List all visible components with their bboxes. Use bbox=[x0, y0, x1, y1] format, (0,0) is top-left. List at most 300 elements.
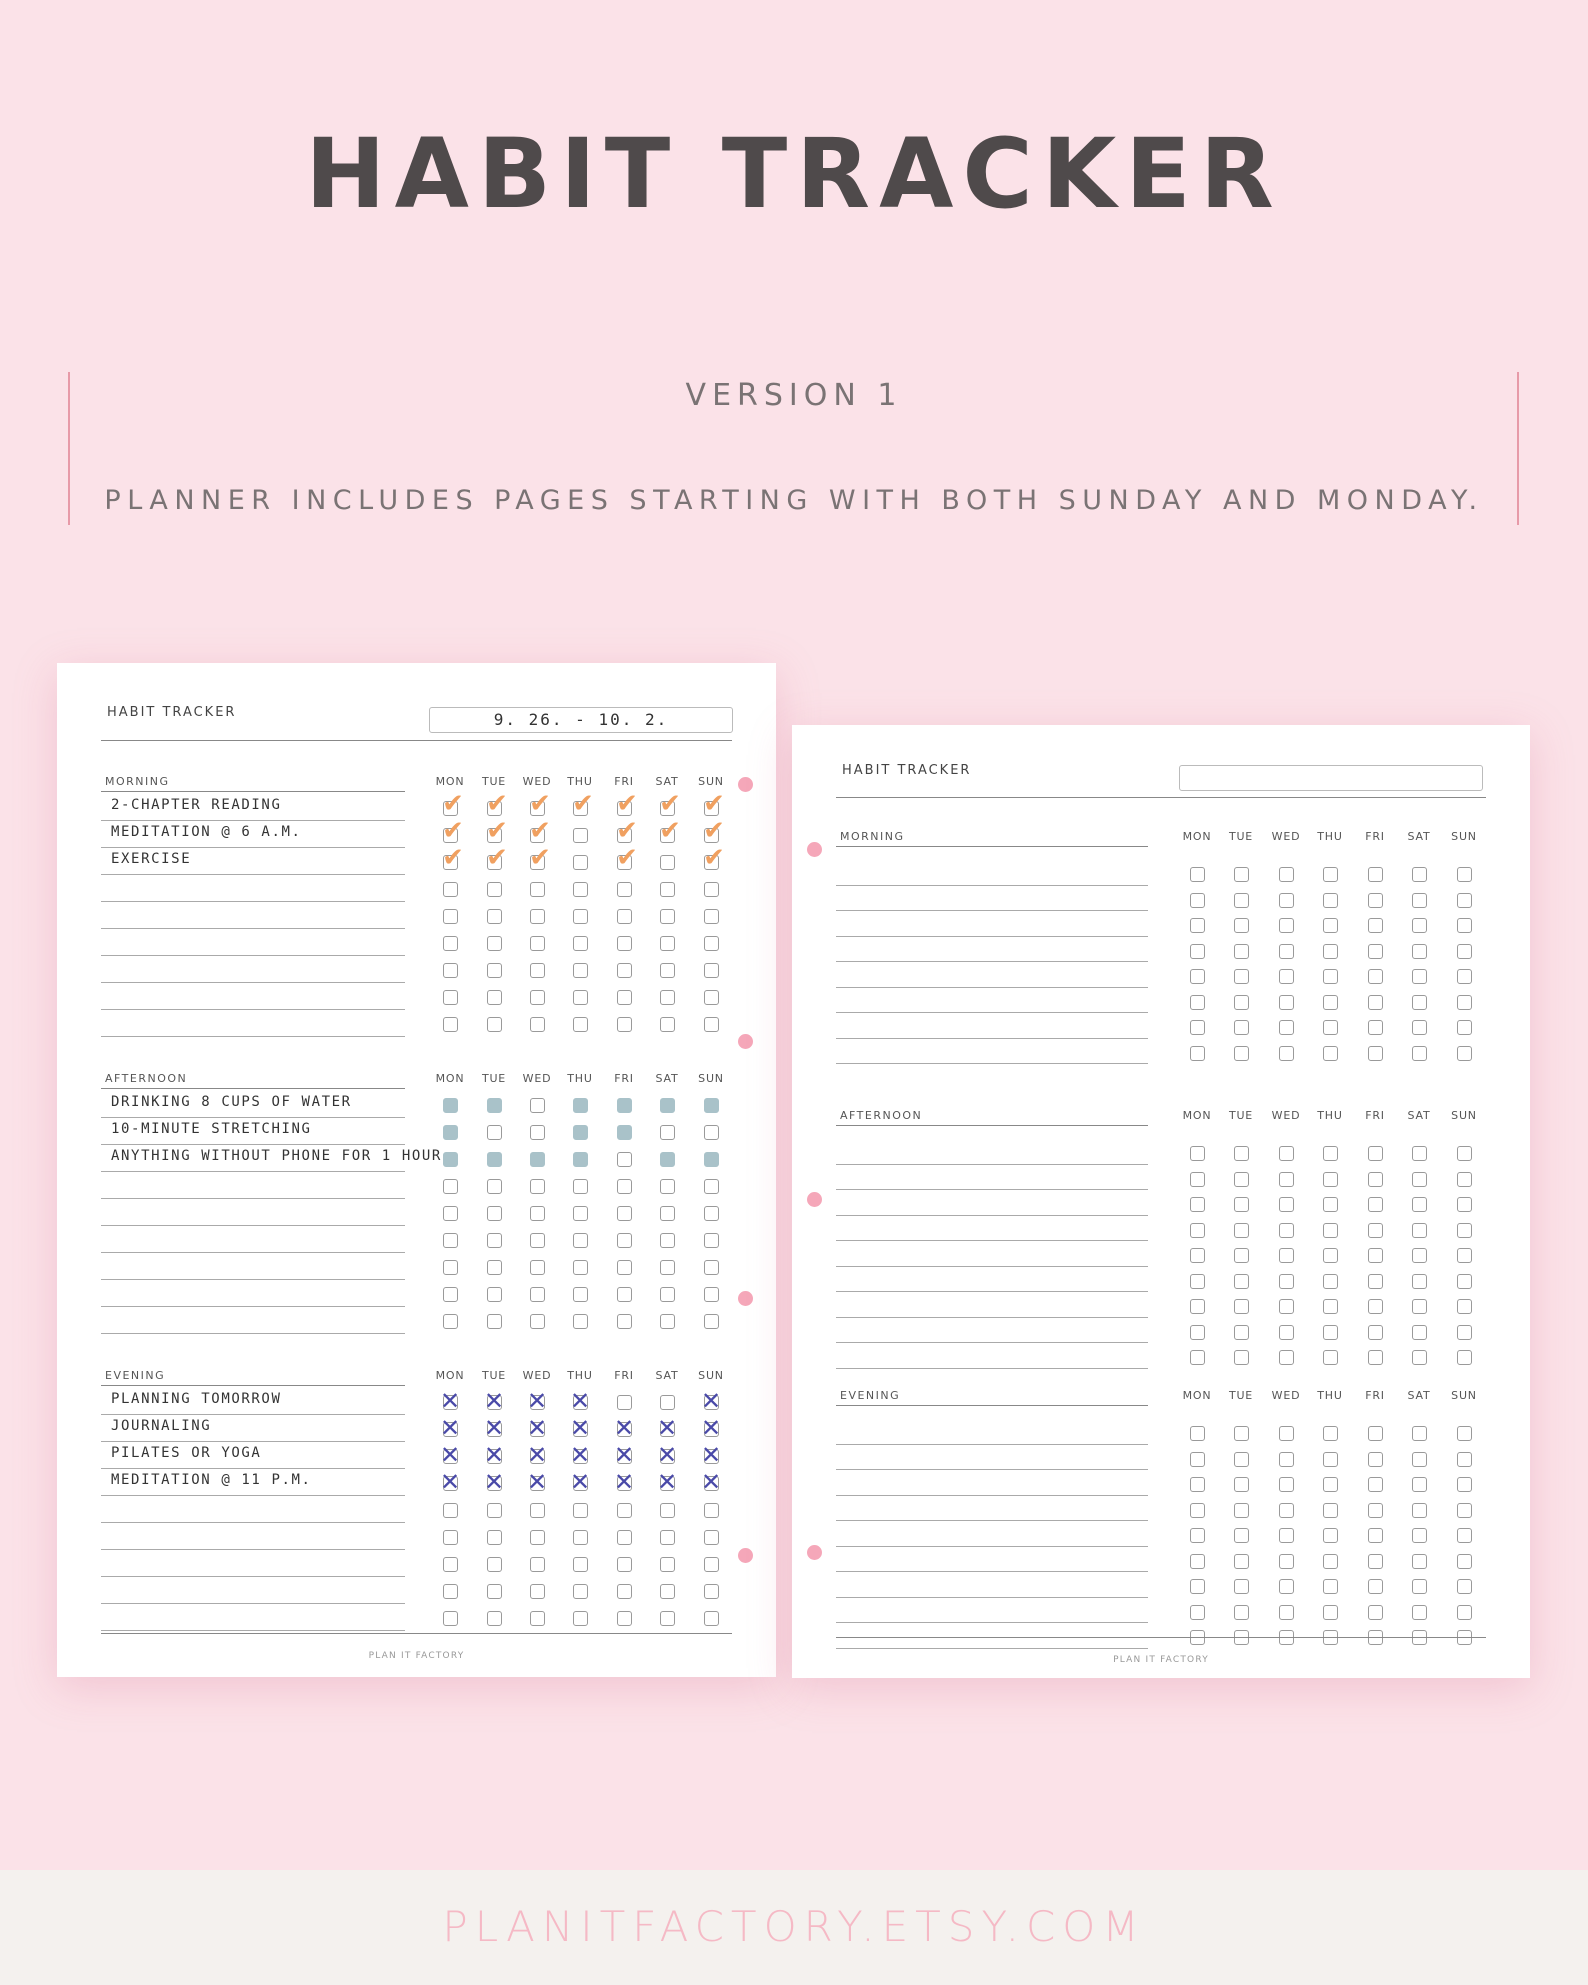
habit-checkbox[interactable] bbox=[443, 1179, 458, 1194]
habit-checkbox[interactable] bbox=[530, 909, 545, 924]
habit-checkbox[interactable] bbox=[704, 1017, 719, 1032]
habit-checkbox[interactable] bbox=[660, 1611, 675, 1626]
habit-checkbox[interactable] bbox=[1368, 1197, 1383, 1212]
habit-checkbox[interactable] bbox=[617, 828, 632, 843]
habit-checkbox[interactable] bbox=[617, 1314, 632, 1329]
habit-checkbox[interactable] bbox=[617, 1179, 632, 1194]
habit-checkbox[interactable] bbox=[704, 1125, 719, 1140]
habit-checkbox[interactable] bbox=[617, 1287, 632, 1302]
habit-checkbox[interactable] bbox=[617, 1557, 632, 1572]
habit-checkbox[interactable] bbox=[443, 828, 458, 843]
habit-checkbox[interactable] bbox=[443, 1260, 458, 1275]
habit-checkbox[interactable] bbox=[1279, 1452, 1294, 1467]
habit-checkbox[interactable] bbox=[1412, 1020, 1427, 1035]
habit-checkbox[interactable] bbox=[487, 882, 502, 897]
habit-checkbox[interactable] bbox=[617, 1125, 632, 1140]
habit-checkbox[interactable] bbox=[1234, 1299, 1249, 1314]
habit-checkbox[interactable] bbox=[1457, 944, 1472, 959]
habit-checkbox[interactable] bbox=[443, 1125, 458, 1140]
habit-checkbox[interactable] bbox=[530, 1260, 545, 1275]
habit-checkbox[interactable] bbox=[1412, 1146, 1427, 1161]
habit-checkbox[interactable] bbox=[1279, 893, 1294, 908]
habit-checkbox[interactable] bbox=[1234, 1223, 1249, 1238]
habit-checkbox[interactable] bbox=[487, 1287, 502, 1302]
habit-checkbox[interactable] bbox=[1323, 1579, 1338, 1594]
habit-checkbox[interactable] bbox=[704, 1584, 719, 1599]
habit-checkbox[interactable] bbox=[1234, 918, 1249, 933]
habit-checkbox[interactable] bbox=[1279, 1528, 1294, 1543]
habit-checkbox[interactable] bbox=[1279, 995, 1294, 1010]
habit-checkbox[interactable] bbox=[1457, 1579, 1472, 1594]
habit-checkbox[interactable] bbox=[573, 882, 588, 897]
habit-checkbox[interactable] bbox=[1190, 1477, 1205, 1492]
habit-checkbox[interactable] bbox=[1323, 1020, 1338, 1035]
habit-checkbox[interactable] bbox=[1457, 1299, 1472, 1314]
habit-checkbox[interactable] bbox=[573, 990, 588, 1005]
habit-checkbox[interactable] bbox=[573, 936, 588, 951]
habit-checkbox[interactable] bbox=[1412, 1223, 1427, 1238]
habit-checkbox[interactable] bbox=[1368, 893, 1383, 908]
habit-checkbox[interactable] bbox=[1412, 969, 1427, 984]
habit-checkbox[interactable] bbox=[1368, 867, 1383, 882]
habit-checkbox[interactable] bbox=[487, 1206, 502, 1221]
habit-checkbox[interactable] bbox=[1323, 893, 1338, 908]
habit-checkbox[interactable] bbox=[443, 990, 458, 1005]
habit-checkbox[interactable] bbox=[1412, 1528, 1427, 1543]
habit-checkbox[interactable] bbox=[1457, 1528, 1472, 1543]
habit-checkbox[interactable] bbox=[704, 1449, 719, 1464]
habit-checkbox[interactable] bbox=[487, 1017, 502, 1032]
habit-checkbox[interactable] bbox=[1412, 867, 1427, 882]
habit-checkbox[interactable] bbox=[443, 801, 458, 816]
habit-checkbox[interactable] bbox=[704, 990, 719, 1005]
habit-checkbox[interactable] bbox=[660, 882, 675, 897]
habit-checkbox[interactable] bbox=[573, 1476, 588, 1491]
habit-checkbox[interactable] bbox=[617, 1098, 632, 1113]
habit-checkbox[interactable] bbox=[1457, 995, 1472, 1010]
habit-checkbox[interactable] bbox=[487, 1530, 502, 1545]
habit-checkbox[interactable] bbox=[1190, 969, 1205, 984]
habit-checkbox[interactable] bbox=[573, 1395, 588, 1410]
habit-checkbox[interactable] bbox=[1279, 1020, 1294, 1035]
habit-checkbox[interactable] bbox=[573, 909, 588, 924]
habit-checkbox[interactable] bbox=[443, 936, 458, 951]
habit-checkbox[interactable] bbox=[1368, 1299, 1383, 1314]
habit-checkbox[interactable] bbox=[1457, 1426, 1472, 1441]
habit-checkbox[interactable] bbox=[530, 882, 545, 897]
habit-checkbox[interactable] bbox=[443, 1611, 458, 1626]
habit-checkbox[interactable] bbox=[1323, 1299, 1338, 1314]
habit-checkbox[interactable] bbox=[660, 936, 675, 951]
habit-checkbox[interactable] bbox=[1190, 1605, 1205, 1620]
habit-checkbox[interactable] bbox=[1190, 1299, 1205, 1314]
habit-checkbox[interactable] bbox=[660, 1206, 675, 1221]
habit-checkbox[interactable] bbox=[1457, 1046, 1472, 1061]
habit-checkbox[interactable] bbox=[1190, 893, 1205, 908]
habit-checkbox[interactable] bbox=[660, 855, 675, 870]
habit-checkbox[interactable] bbox=[487, 801, 502, 816]
habit-checkbox[interactable] bbox=[704, 882, 719, 897]
habit-checkbox[interactable] bbox=[487, 909, 502, 924]
habit-checkbox[interactable] bbox=[573, 1503, 588, 1518]
habit-checkbox[interactable] bbox=[530, 1206, 545, 1221]
habit-checkbox[interactable] bbox=[443, 882, 458, 897]
habit-checkbox[interactable] bbox=[1457, 893, 1472, 908]
habit-checkbox[interactable] bbox=[1234, 1046, 1249, 1061]
habit-checkbox[interactable] bbox=[1412, 1605, 1427, 1620]
habit-checkbox[interactable] bbox=[660, 1233, 675, 1248]
habit-checkbox[interactable] bbox=[704, 1179, 719, 1194]
habit-checkbox[interactable] bbox=[530, 936, 545, 951]
habit-checkbox[interactable] bbox=[530, 1152, 545, 1167]
habit-checkbox[interactable] bbox=[1368, 1452, 1383, 1467]
habit-checkbox[interactable] bbox=[1279, 1554, 1294, 1569]
habit-checkbox[interactable] bbox=[1323, 1605, 1338, 1620]
habit-checkbox[interactable] bbox=[443, 1503, 458, 1518]
habit-checkbox[interactable] bbox=[1190, 1274, 1205, 1289]
habit-checkbox[interactable] bbox=[617, 1152, 632, 1167]
habit-checkbox[interactable] bbox=[617, 1611, 632, 1626]
habit-checkbox[interactable] bbox=[1323, 1197, 1338, 1212]
habit-checkbox[interactable] bbox=[573, 1530, 588, 1545]
habit-checkbox[interactable] bbox=[530, 1287, 545, 1302]
habit-checkbox[interactable] bbox=[617, 1233, 632, 1248]
habit-checkbox[interactable] bbox=[1190, 1350, 1205, 1365]
habit-checkbox[interactable] bbox=[1457, 1274, 1472, 1289]
habit-checkbox[interactable] bbox=[1190, 867, 1205, 882]
habit-checkbox[interactable] bbox=[1190, 1223, 1205, 1238]
habit-checkbox[interactable] bbox=[1234, 1197, 1249, 1212]
habit-checkbox[interactable] bbox=[530, 1179, 545, 1194]
habit-checkbox[interactable] bbox=[1279, 1350, 1294, 1365]
habit-checkbox[interactable] bbox=[1368, 969, 1383, 984]
habit-checkbox[interactable] bbox=[1412, 918, 1427, 933]
habit-checkbox[interactable] bbox=[617, 1422, 632, 1437]
habit-checkbox[interactable] bbox=[1412, 1503, 1427, 1518]
habit-checkbox[interactable] bbox=[1412, 1477, 1427, 1492]
habit-checkbox[interactable] bbox=[443, 1476, 458, 1491]
habit-checkbox[interactable] bbox=[704, 1206, 719, 1221]
habit-checkbox[interactable] bbox=[1368, 1248, 1383, 1263]
date-range-field[interactable] bbox=[1179, 765, 1483, 791]
habit-checkbox[interactable] bbox=[487, 1152, 502, 1167]
habit-checkbox[interactable] bbox=[573, 1017, 588, 1032]
habit-checkbox[interactable] bbox=[487, 1233, 502, 1248]
habit-checkbox[interactable] bbox=[1457, 918, 1472, 933]
habit-checkbox[interactable] bbox=[660, 1503, 675, 1518]
habit-checkbox[interactable] bbox=[530, 1314, 545, 1329]
shop-url-link[interactable]: PLANITFACTORY.ETSY.COM bbox=[442, 1902, 1146, 1951]
habit-checkbox[interactable] bbox=[1368, 1503, 1383, 1518]
habit-checkbox[interactable] bbox=[660, 1476, 675, 1491]
habit-checkbox[interactable] bbox=[660, 990, 675, 1005]
habit-checkbox[interactable] bbox=[1234, 1248, 1249, 1263]
habit-checkbox[interactable] bbox=[1368, 1605, 1383, 1620]
habit-checkbox[interactable] bbox=[487, 1098, 502, 1113]
habit-checkbox[interactable] bbox=[1368, 1477, 1383, 1492]
habit-checkbox[interactable] bbox=[1234, 944, 1249, 959]
habit-checkbox[interactable] bbox=[704, 801, 719, 816]
habit-checkbox[interactable] bbox=[704, 1098, 719, 1113]
habit-checkbox[interactable] bbox=[530, 1611, 545, 1626]
habit-checkbox[interactable] bbox=[1457, 1197, 1472, 1212]
habit-checkbox[interactable] bbox=[530, 855, 545, 870]
habit-checkbox[interactable] bbox=[617, 1260, 632, 1275]
habit-checkbox[interactable] bbox=[1190, 995, 1205, 1010]
habit-checkbox[interactable] bbox=[1279, 918, 1294, 933]
habit-checkbox[interactable] bbox=[617, 1206, 632, 1221]
habit-checkbox[interactable] bbox=[487, 1179, 502, 1194]
habit-checkbox[interactable] bbox=[573, 801, 588, 816]
habit-checkbox[interactable] bbox=[1412, 1579, 1427, 1594]
habit-checkbox[interactable] bbox=[1323, 1452, 1338, 1467]
habit-checkbox[interactable] bbox=[443, 1017, 458, 1032]
habit-checkbox[interactable] bbox=[1368, 1223, 1383, 1238]
habit-checkbox[interactable] bbox=[1412, 1248, 1427, 1263]
habit-checkbox[interactable] bbox=[530, 1557, 545, 1572]
habit-checkbox[interactable] bbox=[1412, 995, 1427, 1010]
habit-checkbox[interactable] bbox=[573, 828, 588, 843]
habit-checkbox[interactable] bbox=[487, 1449, 502, 1464]
habit-checkbox[interactable] bbox=[1457, 1325, 1472, 1340]
habit-checkbox[interactable] bbox=[1412, 1452, 1427, 1467]
habit-checkbox[interactable] bbox=[1368, 1528, 1383, 1543]
habit-checkbox[interactable] bbox=[443, 1395, 458, 1410]
habit-checkbox[interactable] bbox=[617, 909, 632, 924]
habit-checkbox[interactable] bbox=[1234, 1172, 1249, 1187]
habit-checkbox[interactable] bbox=[573, 1098, 588, 1113]
habit-checkbox[interactable] bbox=[573, 963, 588, 978]
habit-checkbox[interactable] bbox=[487, 1314, 502, 1329]
habit-checkbox[interactable] bbox=[617, 1503, 632, 1518]
habit-checkbox[interactable] bbox=[1190, 1197, 1205, 1212]
habit-checkbox[interactable] bbox=[1368, 1274, 1383, 1289]
habit-checkbox[interactable] bbox=[487, 990, 502, 1005]
habit-checkbox[interactable] bbox=[1279, 1248, 1294, 1263]
habit-checkbox[interactable] bbox=[1279, 1325, 1294, 1340]
habit-checkbox[interactable] bbox=[617, 990, 632, 1005]
habit-checkbox[interactable] bbox=[1279, 1197, 1294, 1212]
habit-checkbox[interactable] bbox=[1368, 1579, 1383, 1594]
habit-checkbox[interactable] bbox=[1190, 1503, 1205, 1518]
habit-checkbox[interactable] bbox=[573, 1260, 588, 1275]
habit-checkbox[interactable] bbox=[704, 909, 719, 924]
habit-checkbox[interactable] bbox=[443, 1530, 458, 1545]
habit-checkbox[interactable] bbox=[573, 1125, 588, 1140]
habit-checkbox[interactable] bbox=[1412, 1299, 1427, 1314]
habit-checkbox[interactable] bbox=[1234, 1528, 1249, 1543]
habit-checkbox[interactable] bbox=[660, 1125, 675, 1140]
habit-checkbox[interactable] bbox=[1279, 1477, 1294, 1492]
habit-checkbox[interactable] bbox=[1234, 1350, 1249, 1365]
habit-checkbox[interactable] bbox=[660, 1017, 675, 1032]
habit-checkbox[interactable] bbox=[1190, 1528, 1205, 1543]
habit-checkbox[interactable] bbox=[573, 1611, 588, 1626]
habit-checkbox[interactable] bbox=[704, 1152, 719, 1167]
habit-checkbox[interactable] bbox=[704, 963, 719, 978]
habit-checkbox[interactable] bbox=[1323, 1146, 1338, 1161]
habit-checkbox[interactable] bbox=[617, 1530, 632, 1545]
habit-checkbox[interactable] bbox=[1412, 1554, 1427, 1569]
habit-checkbox[interactable] bbox=[1368, 1554, 1383, 1569]
habit-checkbox[interactable] bbox=[1457, 1020, 1472, 1035]
habit-checkbox[interactable] bbox=[573, 1449, 588, 1464]
habit-checkbox[interactable] bbox=[1368, 995, 1383, 1010]
habit-checkbox[interactable] bbox=[1368, 1426, 1383, 1441]
habit-checkbox[interactable] bbox=[617, 1395, 632, 1410]
habit-checkbox[interactable] bbox=[1279, 1146, 1294, 1161]
habit-checkbox[interactable] bbox=[1190, 1426, 1205, 1441]
habit-checkbox[interactable] bbox=[1190, 1046, 1205, 1061]
habit-checkbox[interactable] bbox=[487, 1125, 502, 1140]
habit-checkbox[interactable] bbox=[1323, 1172, 1338, 1187]
habit-checkbox[interactable] bbox=[660, 1449, 675, 1464]
habit-checkbox[interactable] bbox=[1412, 893, 1427, 908]
habit-checkbox[interactable] bbox=[1279, 1605, 1294, 1620]
habit-checkbox[interactable] bbox=[487, 855, 502, 870]
habit-checkbox[interactable] bbox=[660, 1314, 675, 1329]
habit-checkbox[interactable] bbox=[1234, 1503, 1249, 1518]
habit-checkbox[interactable] bbox=[617, 1449, 632, 1464]
habit-checkbox[interactable] bbox=[1368, 1046, 1383, 1061]
habit-checkbox[interactable] bbox=[443, 1557, 458, 1572]
habit-checkbox[interactable] bbox=[617, 936, 632, 951]
habit-checkbox[interactable] bbox=[617, 882, 632, 897]
habit-checkbox[interactable] bbox=[1190, 944, 1205, 959]
habit-checkbox[interactable] bbox=[1368, 918, 1383, 933]
habit-checkbox[interactable] bbox=[530, 1530, 545, 1545]
habit-checkbox[interactable] bbox=[573, 855, 588, 870]
habit-checkbox[interactable] bbox=[660, 1152, 675, 1167]
habit-checkbox[interactable] bbox=[1457, 1223, 1472, 1238]
habit-checkbox[interactable] bbox=[1279, 1426, 1294, 1441]
habit-checkbox[interactable] bbox=[1457, 1554, 1472, 1569]
habit-checkbox[interactable] bbox=[660, 801, 675, 816]
habit-checkbox[interactable] bbox=[530, 963, 545, 978]
habit-checkbox[interactable] bbox=[530, 1476, 545, 1491]
habit-checkbox[interactable] bbox=[1323, 918, 1338, 933]
habit-checkbox[interactable] bbox=[1234, 1579, 1249, 1594]
habit-checkbox[interactable] bbox=[704, 1503, 719, 1518]
habit-checkbox[interactable] bbox=[1323, 1325, 1338, 1340]
habit-checkbox[interactable] bbox=[487, 1476, 502, 1491]
habit-checkbox[interactable] bbox=[1234, 1554, 1249, 1569]
habit-checkbox[interactable] bbox=[1234, 1452, 1249, 1467]
habit-checkbox[interactable] bbox=[487, 1584, 502, 1599]
habit-checkbox[interactable] bbox=[530, 1449, 545, 1464]
habit-checkbox[interactable] bbox=[487, 963, 502, 978]
habit-checkbox[interactable] bbox=[660, 909, 675, 924]
habit-checkbox[interactable] bbox=[1457, 867, 1472, 882]
habit-checkbox[interactable] bbox=[617, 1584, 632, 1599]
habit-checkbox[interactable] bbox=[1279, 1299, 1294, 1314]
habit-checkbox[interactable] bbox=[1412, 1046, 1427, 1061]
habit-checkbox[interactable] bbox=[1234, 1020, 1249, 1035]
habit-checkbox[interactable] bbox=[487, 1395, 502, 1410]
habit-checkbox[interactable] bbox=[660, 1530, 675, 1545]
habit-checkbox[interactable] bbox=[617, 855, 632, 870]
habit-checkbox[interactable] bbox=[487, 1503, 502, 1518]
habit-checkbox[interactable] bbox=[1457, 1503, 1472, 1518]
habit-checkbox[interactable] bbox=[1412, 944, 1427, 959]
habit-checkbox[interactable] bbox=[573, 1287, 588, 1302]
habit-checkbox[interactable] bbox=[573, 1422, 588, 1437]
habit-checkbox[interactable] bbox=[487, 1422, 502, 1437]
habit-checkbox[interactable] bbox=[1368, 1146, 1383, 1161]
habit-checkbox[interactable] bbox=[530, 1584, 545, 1599]
habit-checkbox[interactable] bbox=[1190, 1452, 1205, 1467]
habit-checkbox[interactable] bbox=[1234, 1325, 1249, 1340]
habit-checkbox[interactable] bbox=[660, 828, 675, 843]
habit-checkbox[interactable] bbox=[443, 1314, 458, 1329]
habit-checkbox[interactable] bbox=[660, 1395, 675, 1410]
habit-checkbox[interactable] bbox=[1323, 995, 1338, 1010]
habit-checkbox[interactable] bbox=[443, 1098, 458, 1113]
habit-checkbox[interactable] bbox=[1190, 1248, 1205, 1263]
habit-checkbox[interactable] bbox=[443, 1233, 458, 1248]
habit-checkbox[interactable] bbox=[1412, 1274, 1427, 1289]
habit-checkbox[interactable] bbox=[1368, 1020, 1383, 1035]
habit-checkbox[interactable] bbox=[443, 1152, 458, 1167]
habit-checkbox[interactable] bbox=[1323, 944, 1338, 959]
habit-checkbox[interactable] bbox=[1279, 1274, 1294, 1289]
habit-checkbox[interactable] bbox=[443, 1422, 458, 1437]
habit-checkbox[interactable] bbox=[443, 1206, 458, 1221]
habit-checkbox[interactable] bbox=[1279, 867, 1294, 882]
habit-checkbox[interactable] bbox=[704, 1287, 719, 1302]
habit-checkbox[interactable] bbox=[1368, 1172, 1383, 1187]
habit-checkbox[interactable] bbox=[1190, 1146, 1205, 1161]
habit-checkbox[interactable] bbox=[1190, 1554, 1205, 1569]
habit-checkbox[interactable] bbox=[704, 1611, 719, 1626]
habit-checkbox[interactable] bbox=[1323, 1528, 1338, 1543]
habit-checkbox[interactable] bbox=[530, 1422, 545, 1437]
habit-checkbox[interactable] bbox=[1279, 944, 1294, 959]
habit-checkbox[interactable] bbox=[704, 1530, 719, 1545]
habit-checkbox[interactable] bbox=[443, 1584, 458, 1599]
habit-checkbox[interactable] bbox=[530, 1233, 545, 1248]
habit-checkbox[interactable] bbox=[1412, 1197, 1427, 1212]
habit-checkbox[interactable] bbox=[1190, 1020, 1205, 1035]
habit-checkbox[interactable] bbox=[704, 1395, 719, 1410]
habit-checkbox[interactable] bbox=[1323, 867, 1338, 882]
habit-checkbox[interactable] bbox=[487, 1260, 502, 1275]
habit-checkbox[interactable] bbox=[704, 855, 719, 870]
habit-checkbox[interactable] bbox=[617, 1476, 632, 1491]
habit-checkbox[interactable] bbox=[617, 801, 632, 816]
habit-checkbox[interactable] bbox=[1323, 1503, 1338, 1518]
habit-checkbox[interactable] bbox=[660, 963, 675, 978]
habit-checkbox[interactable] bbox=[573, 1206, 588, 1221]
habit-checkbox[interactable] bbox=[1323, 1248, 1338, 1263]
habit-checkbox[interactable] bbox=[660, 1179, 675, 1194]
habit-checkbox[interactable] bbox=[1234, 1146, 1249, 1161]
habit-checkbox[interactable] bbox=[487, 936, 502, 951]
habit-checkbox[interactable] bbox=[1279, 1503, 1294, 1518]
habit-checkbox[interactable] bbox=[443, 855, 458, 870]
habit-checkbox[interactable] bbox=[1457, 1477, 1472, 1492]
habit-checkbox[interactable] bbox=[530, 1098, 545, 1113]
habit-checkbox[interactable] bbox=[660, 1557, 675, 1572]
habit-checkbox[interactable] bbox=[1234, 995, 1249, 1010]
habit-checkbox[interactable] bbox=[443, 909, 458, 924]
habit-checkbox[interactable] bbox=[1412, 1172, 1427, 1187]
habit-checkbox[interactable] bbox=[660, 1287, 675, 1302]
habit-checkbox[interactable] bbox=[617, 1017, 632, 1032]
habit-checkbox[interactable] bbox=[1234, 1426, 1249, 1441]
habit-checkbox[interactable] bbox=[1234, 893, 1249, 908]
habit-checkbox[interactable] bbox=[1412, 1426, 1427, 1441]
